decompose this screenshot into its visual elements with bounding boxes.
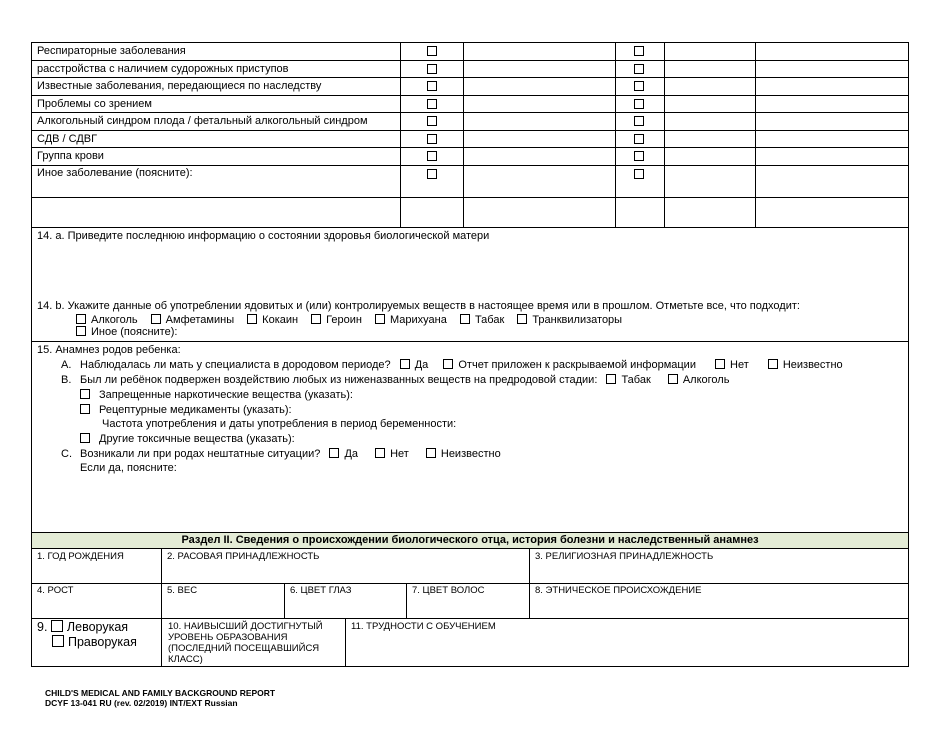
condition-label: Группа крови xyxy=(37,150,104,162)
q14b-option[interactable]: Кокаин xyxy=(247,314,298,326)
footer-form-title: CHILD'S MEDICAL AND FAMILY BACKGROUND REPORT xyxy=(45,688,276,698)
condition-checkbox[interactable] xyxy=(634,169,644,179)
field-learning-difficulties: 11. ТРУДНОСТИ С ОБУЧЕНИЕМ xyxy=(351,621,496,632)
q15c-row xyxy=(80,448,501,461)
condition-checkbox[interactable] xyxy=(427,64,437,74)
q15c-explain: Если да, поясните: xyxy=(80,462,177,474)
right-handed-option[interactable]: Праворукая xyxy=(52,635,137,650)
condition-label: СДВ / СДВГ xyxy=(37,133,98,145)
condition-checkbox[interactable] xyxy=(427,116,437,126)
condition-checkbox[interactable] xyxy=(427,81,437,91)
condition-label: Проблемы со зрением xyxy=(37,98,152,110)
q15a-option[interactable]: Нет xyxy=(715,359,749,371)
condition-checkbox[interactable] xyxy=(427,99,437,109)
condition-checkbox[interactable] xyxy=(634,116,644,126)
q15a-option[interactable]: Отчет приложен к раскрываемой информации xyxy=(443,359,696,371)
footer-form-number: DCYF 13-041 RU (rev. 02/2019) INT/EXT Russian xyxy=(45,698,238,708)
q15c-option[interactable]: Нет xyxy=(375,448,409,460)
q14b-option[interactable]: Героин xyxy=(311,314,362,326)
field-height: 4. РОСТ xyxy=(37,585,74,596)
q15b-text: Был ли ребёнок подвержен воздействию любых из ниженазванных веществ на предродовой стадии: xyxy=(80,374,598,386)
condition-label: Алкогольный синдром плода / фетальный алкогольный синдром xyxy=(37,115,368,127)
q15c-option[interactable]: Неизвестно xyxy=(426,448,501,460)
q14b-option[interactable]: Табак xyxy=(460,314,504,326)
q14b-option[interactable]: Амфетамины xyxy=(151,314,234,326)
q14b-option[interactable]: Транквилизаторы xyxy=(517,314,622,326)
q15-title: 15. Анамнез родов ребенка: xyxy=(37,344,181,356)
q15b-option[interactable]: Алкоголь xyxy=(668,374,730,386)
condition-checkbox[interactable] xyxy=(634,81,644,91)
q15b-option[interactable]: Табак xyxy=(606,374,650,386)
condition-checkbox[interactable] xyxy=(634,99,644,109)
q15b-sub2-note: Частота употребления и даты употребления в период беременности: xyxy=(102,418,457,430)
q14b-other[interactable]: Иное (поясните): xyxy=(76,326,177,339)
footer xyxy=(45,688,275,708)
q14b-option[interactable]: Марихуана xyxy=(375,314,447,326)
field-birth-year: 1. ГОД РОЖДЕНИЯ xyxy=(37,551,124,562)
field-hair-color: 7. ЦВЕТ ВОЛОС xyxy=(412,585,485,596)
q15b-sub3[interactable]: Другие токсичные вещества (указать): xyxy=(80,433,295,446)
condition-checkbox[interactable] xyxy=(427,46,437,56)
field-religion: 3. РЕЛИГИОЗНАЯ ПРИНАДЛЕЖНОСТЬ xyxy=(535,551,714,562)
q15a-option[interactable]: Да xyxy=(400,359,429,371)
condition-label: Известные заболевания, передающиеся по наследству xyxy=(37,80,322,92)
q15a-option[interactable]: Неизвестно xyxy=(768,359,843,371)
field-ethnicity: 8. ЭТНИЧЕСКОЕ ПРОИСХОЖДЕНИЕ xyxy=(535,585,702,596)
field-education: 10. НАИВЫСШИЙ ДОСТИГНУТЫЙ УРОВЕНЬ ОБРАЗОВАНИЯ (ПОСЛЕДНИЙ ПОСЕЩАВШИЙСЯ КЛАСС) xyxy=(168,621,323,665)
condition-checkbox[interactable] xyxy=(634,46,644,56)
q14b-label: 14. b. Укажите данные об употреблении ядовитых и (или) контролируемых веществ в настоящее время или в прошлом. Отметьте все, что подходит: xyxy=(37,300,800,312)
q15c-text: Возникали ли при родах нештатные ситуации? xyxy=(80,448,321,460)
condition-checkbox[interactable] xyxy=(634,64,644,74)
q15a-row xyxy=(80,359,843,372)
q15b-letter: B. xyxy=(61,374,72,386)
q14a-label: 14. a. Приведите последнюю информацию о состоянии здоровья биологической матери xyxy=(37,230,490,242)
left-handed-option[interactable]: Леворукая xyxy=(51,620,128,634)
q15b-sub1[interactable]: Запрещенные наркотические вещества (указать): xyxy=(80,389,353,402)
q15b-row xyxy=(80,374,729,387)
q15a-letter: A. xyxy=(61,359,72,371)
condition-label: Иное заболевание (поясните): xyxy=(37,167,193,179)
q15b-sub2[interactable]: Рецептурные медикаменты (указать): xyxy=(80,404,292,417)
field-handedness: 9. Леворукая xyxy=(37,620,129,634)
condition-label: расстройства с наличием судорожных приступов xyxy=(37,63,289,75)
field-race: 2. РАСОВАЯ ПРИНАДЛЕЖНОСТЬ xyxy=(167,551,320,562)
condition-checkbox[interactable] xyxy=(427,169,437,179)
condition-label: Респираторные заболевания xyxy=(37,45,186,57)
q15a-text: Наблюдалась ли мать у специалиста в дородовом периоде? xyxy=(80,359,391,371)
condition-checkbox[interactable] xyxy=(427,134,437,144)
q15c-letter: C. xyxy=(61,448,72,460)
section2-header: Раздел II. Сведения о происхождении биологического отца, история болезни и наследственный анамнез xyxy=(181,534,759,546)
condition-checkbox[interactable] xyxy=(634,134,644,144)
field-weight: 5. ВЕС xyxy=(167,585,198,596)
condition-checkbox[interactable] xyxy=(427,151,437,161)
q14b-option[interactable]: Алкоголь xyxy=(76,314,138,326)
condition-checkbox[interactable] xyxy=(634,151,644,161)
q15c-option[interactable]: Да xyxy=(329,448,358,460)
field-eye-color: 6. ЦВЕТ ГЛАЗ xyxy=(290,585,352,596)
